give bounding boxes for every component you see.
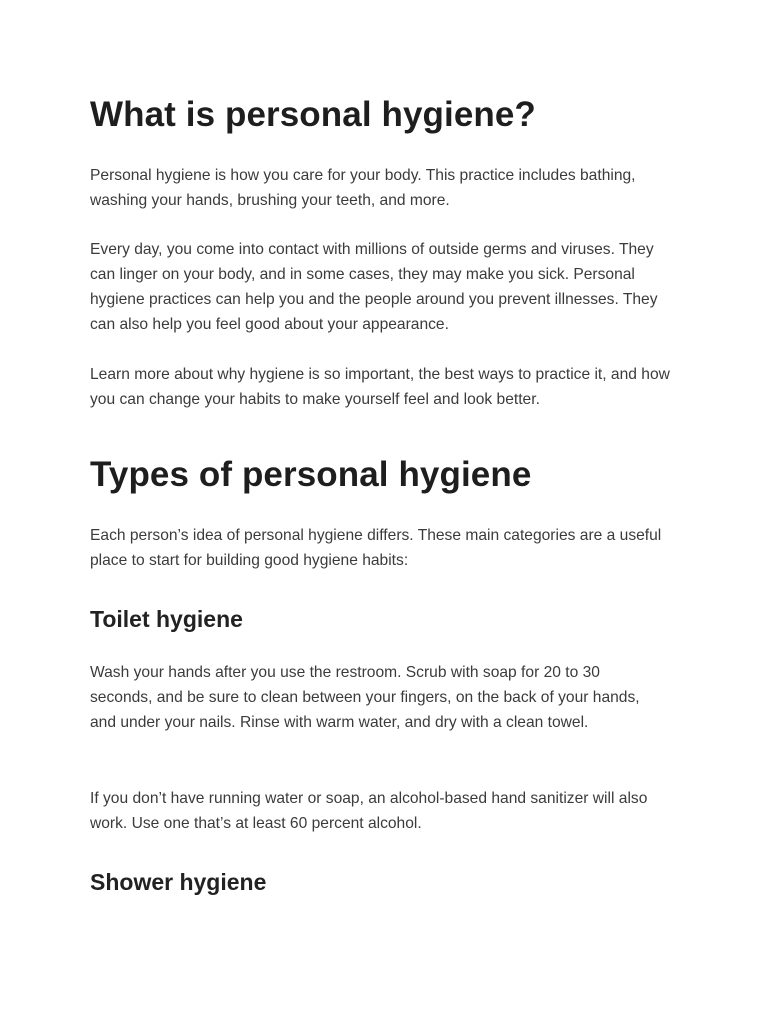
section-heading-what-is-personal-hygiene: What is personal hygiene? xyxy=(90,95,536,134)
paragraph: Personal hygiene is how you care for your body. This practice includes bathing, washing your hands, brushing your teeth, and more. xyxy=(90,167,636,209)
paragraph: Learn more about why hygiene is so important, the best ways to practice it, and how you can change your habits to make yourself feel and look better. xyxy=(90,366,670,408)
paragraph: If you don’t have running water or soap, an alcohol-based hand sanitizer will also work. Use one that’s at least 60 percent alcohol. xyxy=(90,790,648,832)
subheading-shower-hygiene: Shower hygiene xyxy=(90,869,267,895)
paragraph: Each person’s idea of personal hygiene differs. These main categories are a useful place to start for building good hygiene habits: xyxy=(90,527,662,569)
section-heading-types-of-personal-hygiene: Types of personal hygiene xyxy=(90,455,532,494)
paragraph: Wash your hands after you use the restroom. Scrub with soap for 20 to 30 seconds, and be sure to clean between your fingers, on the back of your hands, and under your nails. Rinse with warm water, and dry with a clean towel. xyxy=(90,664,640,731)
subheading-toilet-hygiene: Toilet hygiene xyxy=(90,606,243,632)
paragraph: Every day, you come into contact with millions of outside germs and viruses. They can linger on your body, and in some cases, they may make you sick. Personal hygiene practices can help you and the people around you prevent illnesses. They can also help you feel good about your appearance. xyxy=(90,241,658,333)
